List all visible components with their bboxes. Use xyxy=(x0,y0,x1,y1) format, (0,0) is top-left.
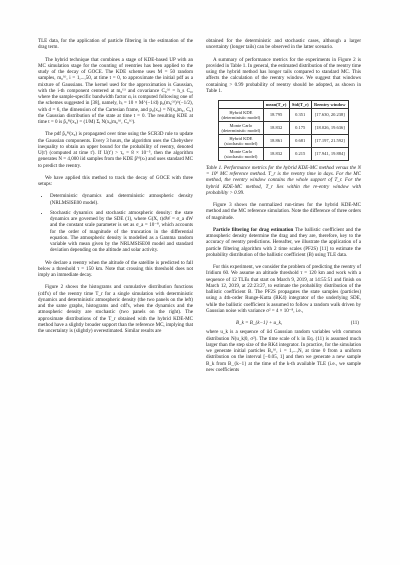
paragraph xyxy=(206,227,361,258)
table-cell: 0.351 xyxy=(289,108,311,121)
table-cell: [17.197, 21.592] xyxy=(311,134,348,147)
setup-list xyxy=(38,193,193,253)
table-cell xyxy=(219,134,263,147)
table-cell xyxy=(219,147,263,160)
equation-number: (11) xyxy=(350,320,359,327)
paragraph: We declare a reentry when the altitude of the satellite is predicted to fall below a threshold τ = 150 km. Note that crossing this threshold does not imply an immediate decay. xyxy=(38,259,193,278)
table-cell: 18.832 xyxy=(263,121,289,134)
table-header-row xyxy=(219,101,349,109)
table-cell: 18.795 xyxy=(263,108,289,121)
paragraph: where u_k is a sequence of iid Gaussian random variables with common distribution N(u_k|0, σ²). The time scale of k in Eq. (11) is assumed much larger than the step size of the RK4 integrator. In practice, for the simulation we generate initial particles B₀⁽ⁱ⁾, i = 1,...,N, at time 0 from a uniform distribution on the interval [−0.05, 1] and then we generate a new sample B_k from B_{k−1} at the time of the k-th available TLE (i.e., we sample new coefficients xyxy=(206,329,361,373)
paragraph: Figure 2 shows the histograms and cumulative distribution functions (cdf's) of the reentry time T_r for a single simulation with deterministic dynamics and deterministic atmospheric density (the two panels on the left) and the same graphs, histograms and cdf's, when the dynamics and the atmospheric density are stochastic (two panels on the right). The approximate distributions of the T_r obtained with the hybrid KDE-MC method have a slightly broader support than the reference MC, implying that the uncertainty is (slightly) overestimated. Similar results are xyxy=(38,284,194,334)
method-model: (stochastic model) xyxy=(224,153,258,159)
equation xyxy=(206,320,361,326)
paragraph: TLE data, for the application of particle filtering in the estimation of the drag term. xyxy=(38,38,193,51)
table-header: Std(T_r) xyxy=(289,101,311,109)
table-cell: 0.681 xyxy=(289,134,311,147)
paragraph: We have applied this method to track the decay of GOCE with three setups: xyxy=(38,174,193,187)
paragraph-body: The ballistic coefficient and the atmospheric density determine the drag and they are, therefore, key to the accuracy of reentry predictions. Hereafter, we illustrate the application of a particle filtering algorithm with 2 time scales (PF2S) [11] to estimate the probability distribution of the ballistic coefficient (B) using TLE data. xyxy=(206,226,361,258)
method-name: Monte Carlo xyxy=(229,122,253,128)
method-model: (deterministic model) xyxy=(221,127,261,133)
table-header xyxy=(219,101,263,109)
left-column xyxy=(38,38,193,340)
paragraph: The hybrid technique that combines a stage of KDE-based UP with an MC simulation stage for the counting of reentries has been applied to the study of the decay of GOCE. The KDE scheme uses M = 50 random samples, m₀⁽ⁱ⁾, i = 1,...,50, at time t = 0, to approximate the initial pdf as a mixture of Gaussians. The kernel used for the approximation is Gaussian, with the i-th component centered at m₀⁽ⁱ⁾ and covariance C₀⁽ⁱ⁾ = h_s C₀, where the sample-specific bandwidth factor αᵢ is computed following one of the schemes suggested in [38], namely, hᵢ = 10 × M^(−1/d) p₀(m₀⁽ⁱ⁾)^(−1/2), with d = 6, the dimension of the Cartesian frame, and p₀(x₀) = N(x₀|m₀, C₀) the Gaussian distribution of the state at time t = 0. The resulting KDE at time t = 0 is p̂₀ᴹ(x₀) = (1/M) Σᵢ N(x₀|m₀⁽ⁱ⁾, C₀⁽ⁱ⁾). xyxy=(38,56,193,125)
results-table xyxy=(218,100,349,161)
equation-text: B_k = B_{k−1} + u_k, xyxy=(236,320,283,327)
section-heading: Particle filtering for drag estimation xyxy=(213,226,294,233)
paragraph: The pdf p̂₀ᴹ(x₀) is propagated over time using the SCR3D rule to update the Gaussian components. Every 3 hours, the algorithm uses the Chebyshev inequality to obtain an upper bound for the probability of reentry, denoted U(t') (computed at time t'). If U(t') > τᵤ = 8 × 10⁻⁵, then the algorithm generates N = 4,000 iid samples from the KDE p̂ᴹ(xₜ) and uses standard MC to predict the reentry. xyxy=(38,131,193,169)
paragraph: Figure 3 shows the normalized run-times for the hybrid KDE-MC method and the MC reference simulation. Note the difference of three orders of magnitude. xyxy=(206,202,361,221)
table-cell: 0.175 xyxy=(289,121,311,134)
method-model: (stochastic model) xyxy=(224,140,258,146)
table-cell: [17.941, 19.884] xyxy=(311,147,348,160)
method-name: Hybrid KDE xyxy=(229,135,253,141)
list-item: • Stochastic dynamics and stochastic atmospheric density: the state dynamics are governed by the SDE (1), where G(X, t)dW = σ_a dW and the constant scale parameter is set as σ_a = 10⁻⁸, which accounts for the order of magnitude of the truncation in the differential equation. The atmospheric density is modelled as a Gamma random variable with mean given by the NRLMSISE00 model and standard deviation depending on the altitude and solar activity. xyxy=(50,210,193,254)
table-cell xyxy=(219,121,263,134)
table-cell xyxy=(219,108,263,121)
list-item: • Deterministic dynamics and deterministic atmospheric density (NRLMSISE00 model). xyxy=(50,193,193,206)
table-row xyxy=(219,121,349,134)
table-row xyxy=(219,108,349,121)
table-cell: 18.832 xyxy=(263,147,289,160)
table-cell: [17.630, 20.238] xyxy=(311,108,348,121)
table-cell: 0.215 xyxy=(289,147,311,160)
table-row xyxy=(219,134,349,147)
method-name: Monte Carlo xyxy=(229,148,253,154)
table-caption: Table 1. Performance metrics for the hybrid KDE-MC method versus the N = 10⁶ MC reference method. T_r is the reentry time in days. For the MC method, the reentry window contains the whole support of T_r. For the hybrid KDE-MC method, T_r lies within the re-entry window with probability > 0.99. xyxy=(206,164,361,196)
table-cell: 18.861 xyxy=(263,134,289,147)
method-model: (deterministic model) xyxy=(221,114,261,120)
table-header: Reentry window xyxy=(311,101,348,109)
paragraph: A summary of performance metrics for the experiments in Figure 2 is provided in Table 1. In general, the estimated distribution of the reentry time using the hybrid method has longer tails compared to standard MC. This affects the calculation of the reentry window. We suggest that windows containing > 0.99 probability of reentry should be adopted, as shown in Table 1. xyxy=(206,56,361,94)
paragraph: For this experiment, we consider the problem of predicting the reentry of Iridium 60. We assume an altitude threshold τ = 120 km and work with a sequence of 12 TLEs that start on March 9, 2019, at 14:55:51 and finish on March 12, 2019, at 22:23:27, to estimate the probability distribution of the ballistic coefficient B. The PF2S propagates the state samples (particles) using a 4th-order Runge-Kutta (RK4) integrator of the underlying SDE, while the ballistic coefficient is assumed to follow a random walk driven by Gaussian noise with variance σ² = 4 × 10⁻⁸, i.e., xyxy=(206,264,361,314)
method-name: Hybrid KDE xyxy=(229,109,253,115)
table-header: mean(T_r) xyxy=(263,101,289,109)
paragraph: obtained for the deterministic and stochastic cases, although a larger uncertainty (longer tails) can be observed in the latter scenario. xyxy=(206,38,361,51)
table-cell: [18.026, 19.636] xyxy=(311,121,348,134)
right-column xyxy=(206,38,361,379)
table-row xyxy=(219,147,349,160)
